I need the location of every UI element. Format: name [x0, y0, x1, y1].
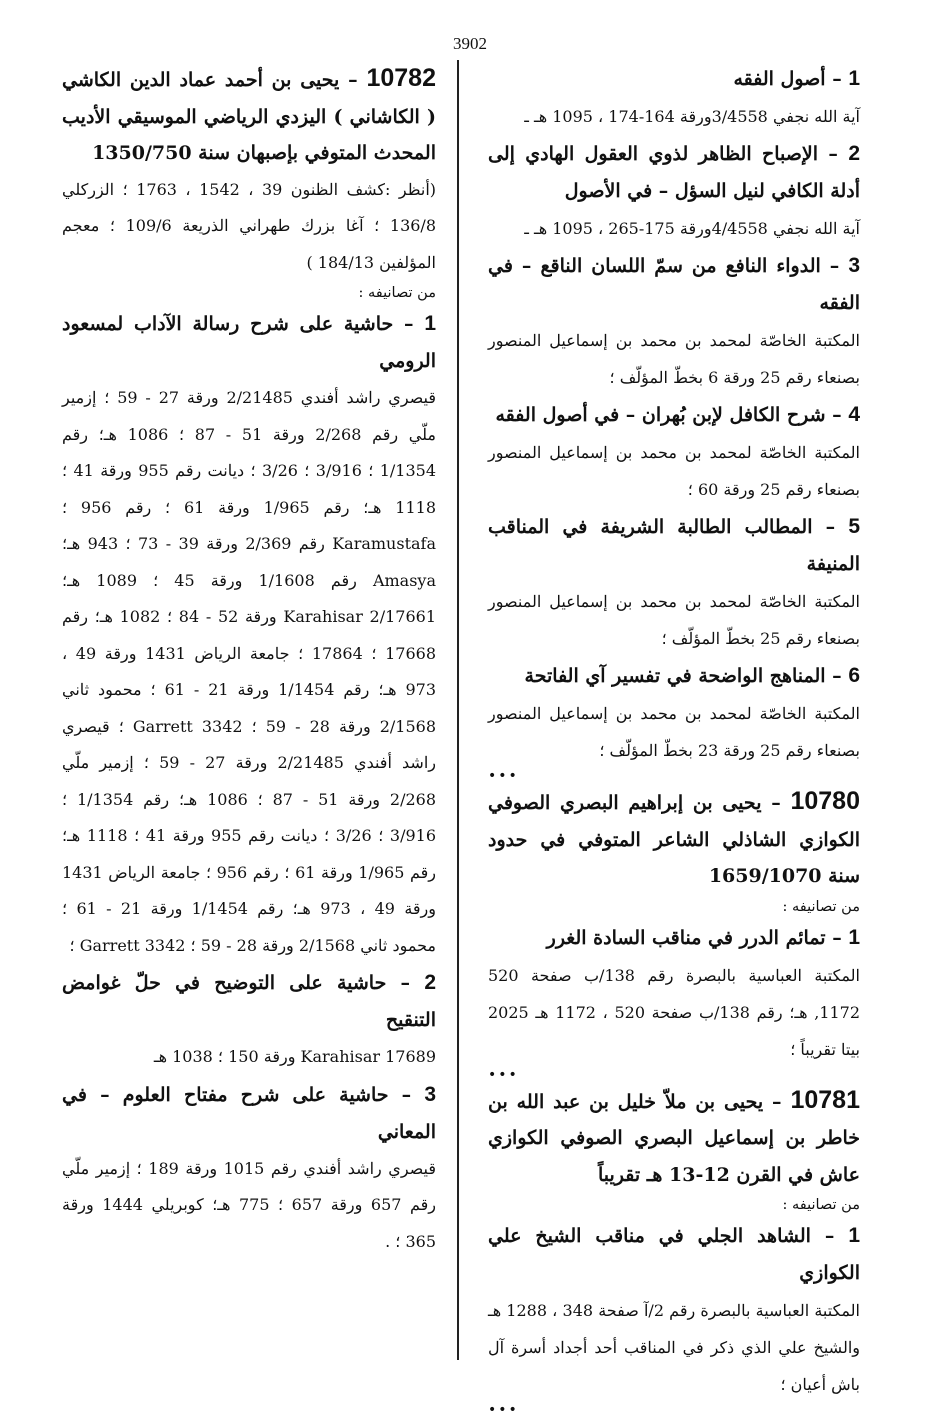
- separator-dots: •••: [488, 1402, 519, 1418]
- work-details: المكتبة العباسية بالبصرة رقم 138/ب صفحة 520 1172, هـ؛ رقم 138/ب صفحة 520 ، 1172 هـ 2025 بيتا تقريباً ؛: [488, 965, 861, 1059]
- works-label: من تصانيفه :: [782, 1197, 860, 1213]
- work-title: 2 – حاشية على التوضيح في حلّ غوامض التنقيح: [62, 971, 436, 1031]
- work-title: 5 – المطالب الطالبة الشريفة في المناقب المنيفة: [488, 515, 860, 575]
- work-title: 1 – أصول الفقه: [733, 67, 860, 90]
- work-details: قيصري راشد أفندي رقم 1015 ورقة 189 ؛ إزمير ملّي رقم 657 ورقة 657 ؛ 775 هـ؛ كوبريلي 1444 ورقة 365 ؛ .: [62, 1158, 437, 1251]
- work-title: 3 – الدواء النافع من سمّ اللسان الناقع – في الفقه: [488, 254, 860, 314]
- work-title: 1 – حاشية على شرح رسالة الآداب لمسعود الرومي: [62, 312, 436, 372]
- work-details: آية الله نجفي 3/4558ورقة 164-174 ، 1095 هـ ـ: [524, 107, 860, 126]
- column-divider: [457, 60, 459, 1360]
- works-label: من تصانيفه :: [358, 285, 436, 301]
- separator-dots: •••: [488, 768, 519, 784]
- page-number: 3902: [453, 34, 487, 53]
- work-details: المكتبة الخاصّة لمحمد بن محمد بن إسماعيل المنصور بصنعاء رقم 25 ورقة 23 بخطّ المؤلّف ؛: [488, 704, 861, 760]
- right-column: [488, 60, 860, 1417]
- work-title: 2 – الإصباح الظاهر لذوي العقول الهادي إلى أدلة الكافي لنيل السؤل – في الأصول: [488, 142, 860, 202]
- work-details: آية الله نجفي 4/4558ورقة 175-265 ، 1095 هـ ـ: [524, 219, 860, 238]
- work-details: المكتبة الخاصّة لمحمد بن محمد بن إسماعيل المنصور بصنعاء رقم 25 ورقة 6 بخطّ المؤلّف ؛: [488, 331, 861, 387]
- entry-header: 10780 – يحيى بن إبراهيم البصري الصوفي الكوازي الشاذلي الشاعر المتوفي في حدود سنة 1659/1070: [488, 787, 860, 887]
- left-column: [62, 60, 436, 1260]
- work-details: المكتبة العباسية بالبصرة رقم 2/آ صفحة 348 ، 1288 هـ والشيخ علي الذي ذكر في المناقب أحد أجداد أسرة آل باش أعيان ؛: [488, 1301, 860, 1394]
- work-details: Karahisar 17689 ورقة 150 ؛ 1038 هـ: [153, 1047, 436, 1066]
- work-title: 1 – تمائم الدرر في مناقب السادة الغرر: [546, 925, 860, 949]
- separator-dots: •••: [488, 1066, 519, 1083]
- work-title: 6 – المناهج الواضحة في تفسير آي الفاتحة: [524, 664, 860, 687]
- work-details: قيصري راشد أفندي 2/21485 ورقة 27 - 59 ؛ إزمير ملّي رقم 2/268 ورقة 51 - 87 ؛ 1086 هـ؛ رقم 1/1354 ؛ 3/916 ؛ 3/26 ؛ ديانت رقم 955 ورقة 41 ؛ 1118 هـ؛ رقم 1/965 ورقة 61 ؛ رقم 956 ؛ Karamustafa رقم 2/369 ورقة 39 - 73 ؛ 943 هـ؛ Amasya رقم 1/1608 ورقة 45 ؛ 1089 هـ؛ Karahisar 2/17661 ورقة 52 - 84 ؛ 1082 هـ؛ رقم 17668 ؛ 17864 ؛ جامعة الرياض 1431 ورقة 49 ، 973 هـ؛ رقم 1/1454 ورقة 21 - 61 ؛ محمود ثاني 2/1568 ورقة 28 - 59 ؛ Garrett 3342 ؛ قيصري راشد أفندي 2/21485 ورقة 27 - 59 ؛ إزمير ملّي 2/268 ورقة 51 - 87 ؛ 1086 هـ؛ رقم 1/1354 ؛ 3/916 ؛ 3/26 ؛ ديانت رقم 955 ورقة 41 ؛ 1118 هـ؛ رقم 1/965 ورقة 61 ؛ رقم 956 ؛ جامعة الرياض 1431 ورقة 49 ، 973 هـ؛ رقم 1/1454 ورقة 21 - 61 ؛ محمود ثاني 2/1568 ورقة 28 - 59 ؛ Garrett 3342 ؛: [62, 388, 437, 955]
- entry-references: (أنظر :كشف الظنون 39 ، 1542 ، 1763 ؛ الزركلي 136/8 ؛ آغا بزرك طهراني الذريعة 109/6 ؛ معجم المؤلفين 184/13 ): [62, 179, 437, 272]
- work-title: 4 – شرح الكافل لإبن بُهران – في أصول الفقه: [495, 403, 860, 426]
- work-title: 1 – الشاهد الجلي في مناقب الشيخ علي الكوازي: [488, 1224, 860, 1284]
- works-label: من تصانيفه :: [782, 898, 860, 915]
- entry-header: 10782 – يحيى بن أحمد عماد الدين الكاشي ( الكاشاني ) اليزدي الرياضي الموسيقي الأديب المحدث المتوفي بإصبهان سنة 1350/750: [62, 64, 436, 164]
- work-details: المكتبة الخاصّة لمحمد بن محمد بن إسماعيل المنصور بصنعاء رقم 25 ورقة 60 ؛: [488, 443, 861, 499]
- work-details: المكتبة الخاصّة لمحمد بن محمد بن إسماعيل المنصور بصنعاء رقم 25 بخطّ المؤلّف ؛: [488, 592, 861, 648]
- work-title: 3 – حاشية على شرح مفتاح العلوم – في المعاني: [62, 1082, 436, 1143]
- entry-header: 10781 – يحيى بن ملاّ خليل بن عبد الله بن خاطر بن إسماعيل البصري الصوفي الكوازي عاش في القرن 12-13 هـ تقريباً: [488, 1085, 860, 1186]
